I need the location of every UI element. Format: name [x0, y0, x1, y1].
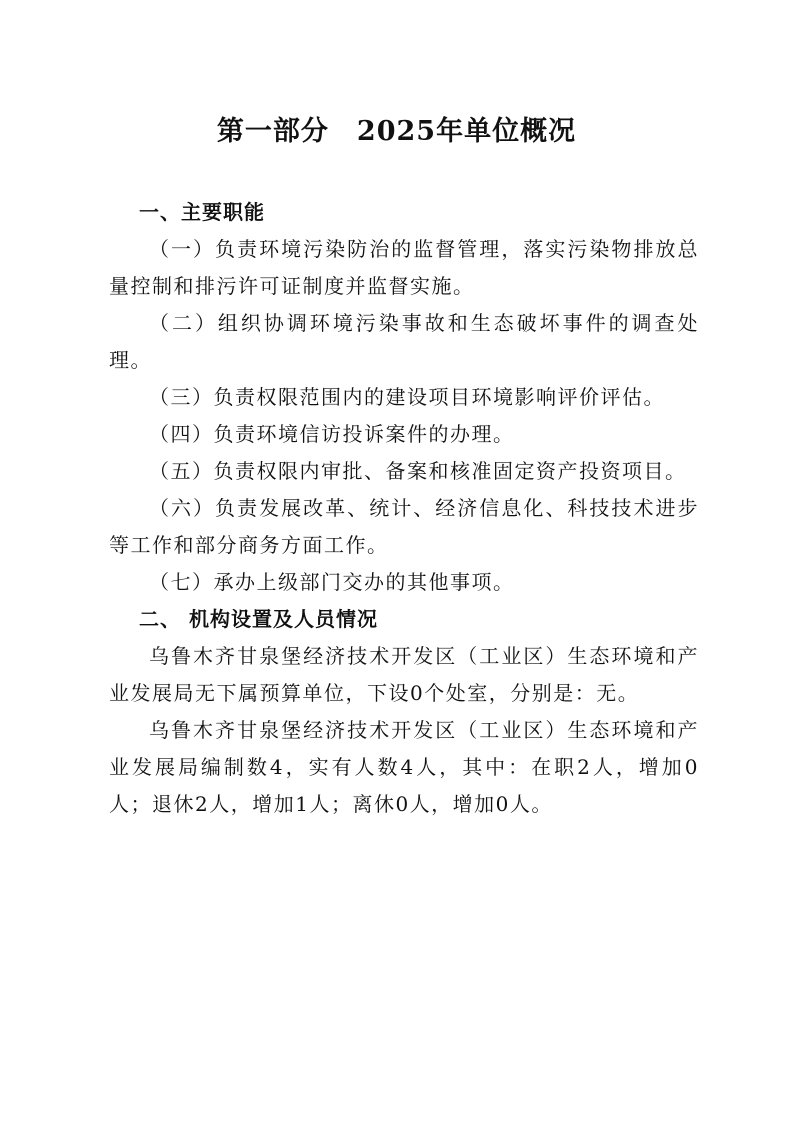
section-heading-organization: 二、 机构设置及人员情况: [139, 607, 378, 631]
page-title: 第一部分 2025年单位概况: [216, 116, 577, 147]
function-item-2: （二）组织协调环境污染事故和生态破坏事件的调查处理。: [109, 311, 699, 372]
section-heading-main-functions: 一、主要职能: [139, 200, 265, 224]
function-item-1: （一）负责环境污染防治的监督管理，落实污染物排放总量控制和排污许可证制度并监督实施。: [109, 237, 699, 298]
document-body: [109, 194, 699, 823]
function-item-3: （三）负责权限范围内的建设项目环境影响评价评估。: [149, 385, 665, 409]
organization-paragraph: 乌鲁木齐甘泉堡经济技术开发区（工业区）生态环境和产业发展局无下属预算单位，下设0个处室，分别是：无。: [109, 644, 699, 705]
function-item-5: （五）负责权限内审批、备案和核准固定资产投资项目。: [149, 459, 687, 483]
function-item-6: （六）负责发展改革、统计、经济信息化、科技技术进步等工作和部分商务方面工作。: [109, 496, 699, 557]
function-item-7: （七）承办上级部门交办的其他事项。: [149, 570, 515, 594]
function-item-4: （四）负责环境信访投诉案件的办理。: [149, 422, 515, 446]
staffing-paragraph: 乌鲁木齐甘泉堡经济技术开发区（工业区）生态环境和产业发展局编制数4，实有人数4人，其中：在职2人，增加0人；退休2人，增加1人；离休0人，增加0人。: [109, 718, 699, 816]
